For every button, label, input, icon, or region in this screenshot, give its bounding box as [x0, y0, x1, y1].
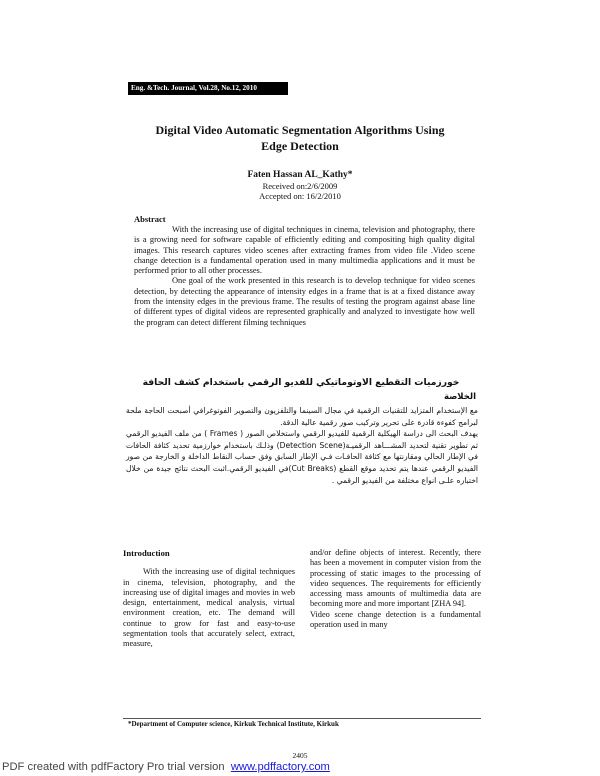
received-date: Received on:2/6/2009 [262, 181, 338, 191]
abstract-paragraph-2: One goal of the work presented in this research is to develop technique for video scenes detection, by detecting the appearance of intensity edges in a frame that is at a fixed distance away from the intensity edges in the previous frame. The results of testing the program against abase line of different types of digital videos are represented graphically and analyzed to investigate how well the program can detect different filming techniques [134, 276, 475, 327]
abstract-body [134, 225, 475, 328]
journal-header: Eng. &Tech. Journal, Vol.28, No.12, 2010 [128, 82, 288, 95]
author-name: Faten Hassan AL_Kathy* [247, 170, 353, 180]
arabic-title: خورزميات التقطيع الاوتوماتيكي للفديو الرقمي باستخدام كشف الحافة [142, 377, 460, 388]
intro-paragraph-1-continued: and/or define objects of interest. Recently, there has been a movement in computer vision from the processing of static images to the processing of video sequences. The requirements for efficiently accessing mass amounts of multimedia data are becoming more and more important [ZHA 94]. [310, 548, 481, 609]
arabic-paragraph-1: مع الإستخدام المتزايد للتقنيات الرقمية في مجال السينما والتلفزيون والتصوير الفوتوغرافي أصبحت الحاجة ملحة لبرامج كفوءة قادرة على تحرير وتركيب صور رقمية عالية الدقة. [126, 406, 478, 427]
intro-paragraph-2: Video scene change detection is a fundamental operation used in many [310, 609, 481, 630]
footnote-divider [123, 718, 481, 719]
arabic-abstract-body [126, 405, 478, 486]
footnote: *Department of Computer science, Kirkuk Technical Institute, Kirkuk [128, 720, 339, 728]
abstract-heading: Abstract [134, 214, 166, 224]
dates [100, 181, 500, 201]
pdf-banner-line [2, 760, 330, 774]
pdf-banner [0, 760, 600, 776]
title-line-1: Digital Video Automatic Segmentation Algorithms Using [155, 123, 445, 137]
pdf-banner-text: PDF created with pdfFactory Pro trial version [2, 761, 225, 773]
arabic-paragraph-2: يهدف البحث الى دراسة الهيكلية الرقمية للفيديو الرقمي واستخلاص الصور ( Frames ) من ملف الفيديو الرقمي ثم تطوير تقنية لتحديد المشـــاهد الرقميـة(Detection Scene) وذلـك باستخدام خوارزمية تحديد كثافة الحافات في الإطار الحالي ومقارنتها مع كثافة الحافـات فـي الإطار السابق وفق حساب النقاط الداخلة و الخارجة من صور الفيديو الرقمي عندها يتم تحديد موقع القطع (Cut Breaks)في الفيديو الرقمي.اثبت البحث نتائج جيدة من خلال اختباره علـى انواع مختلفة من الفيديو الرقمي . [126, 429, 478, 485]
intro-column-right [310, 548, 481, 630]
title-line-2: Edge Detection [261, 139, 339, 153]
abstract-paragraph-1: With the increasing use of digital techniques in cinema, television and photography, there is a growing need for software capable of efficiently editing and compositing high quality digital images. This research captures video scenes after extracting frames from video file .Video scene change detection is a fundamental operation used in many multimedia applications and it must be performed prior to all other processes. [134, 225, 475, 276]
intro-paragraph-1: With the increasing use of digital techniques in cinema, television, photography, and the increasing use of digital images and movies in web design, entertainment, medical analysis, virtual environment creation, etc. The demand will continue to grow for fast and easy-to-use segmentation tools that accurately select, extract, measure, [123, 567, 295, 649]
intro-heading: Introduction [123, 548, 170, 558]
page-number: 2405 [292, 751, 308, 760]
paper-title [100, 122, 500, 154]
intro-column-left [123, 548, 295, 650]
arabic-abstract-heading: الخلاصة [443, 392, 476, 402]
pdf-banner-link[interactable]: www.pdffactory.com [230, 761, 330, 773]
accepted-date: Accepted on: 16/2/2010 [259, 191, 341, 201]
